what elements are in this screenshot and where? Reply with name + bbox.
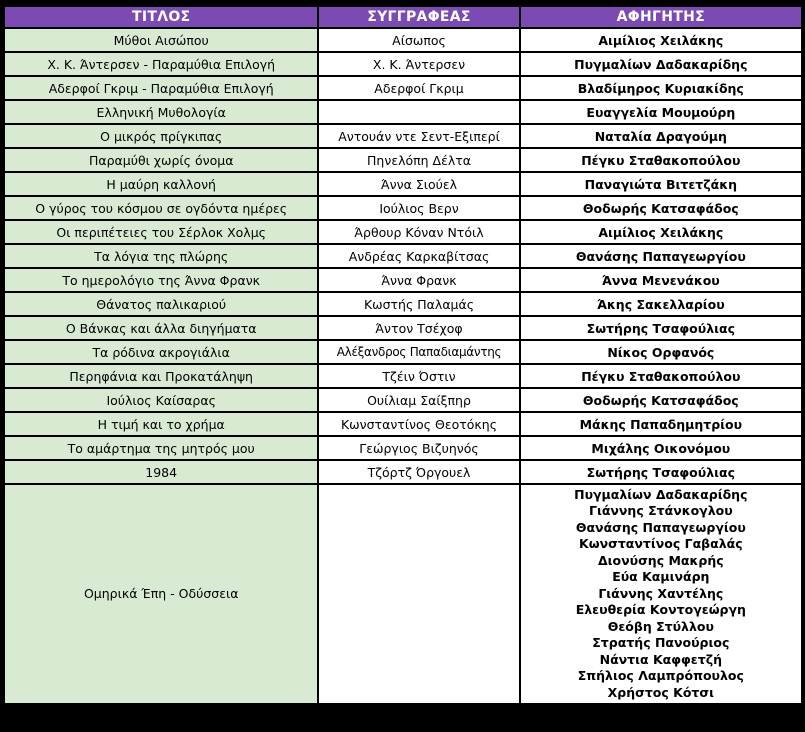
cell-title: Παραμύθι χωρίς όνομα — [5, 149, 317, 171]
cell-narrator: Παναγιώτα Βιτετζάκη — [521, 173, 801, 195]
cell-title: Ο γύρος του κόσμου σε ογδόντα ημέρες — [5, 197, 317, 219]
narrator-name: Χρήστος Κότσι — [607, 684, 715, 700]
cell-narrator: Βλαδίμηρος Κυριακίδης — [521, 77, 801, 99]
cell-author: Ιούλιος Βερν — [319, 197, 518, 219]
cell-title: Περηφάνια και Προκατάληψη — [5, 365, 317, 387]
narrator-name: Διονύσης Μακρής — [597, 552, 724, 568]
cell-narrator: Ευαγγελία Μουμούρη — [521, 101, 801, 123]
table-row — [5, 197, 801, 219]
narrator-name: Κωνσταντίνος Γαβαλάς — [579, 536, 743, 552]
cell-narrator-list — [521, 485, 801, 703]
table-row — [5, 149, 801, 171]
table-body — [5, 29, 801, 703]
cell-narrator: Μιχάλης Οικονόμου — [521, 437, 801, 459]
cell-narrator: Θανάσης Παπαγεωργίου — [521, 245, 801, 267]
cell-narrator: Μάκης Παπαδημητρίου — [521, 413, 801, 435]
cell-narrator: Άννα Μενενάκου — [521, 269, 801, 291]
narrator-name: Θανάσης Παπαγεωργίου — [575, 519, 746, 535]
header-title: ΤΙΤΛΟΣ — [5, 7, 317, 27]
cell-narrator: Πυγμαλίων Δαδακαρίδης — [521, 53, 801, 75]
table-row — [5, 437, 801, 459]
table-row — [5, 173, 801, 195]
table-row — [5, 269, 801, 291]
cell-author: Αντουάν ντε Σεντ-Εξιπερί — [319, 125, 518, 147]
table-row — [5, 317, 801, 339]
cell-narrator: Σωτήρης Τσαφούλιας — [521, 317, 801, 339]
cell-title: Ελληνική Μυθολογία — [5, 101, 317, 123]
cell-title: Ομηρικά Έπη - Οδύσσεια — [5, 485, 317, 703]
cell-narrator: Άκης Σακελλαρίου — [521, 293, 801, 315]
cell-title: Το ημερολόγιο της Άννα Φρανκ — [5, 269, 317, 291]
cell-narrator: Αιμίλιος Χειλάκης — [521, 29, 801, 51]
table-row — [5, 29, 801, 51]
narrator-name: Γιάννης Χαντέλης — [598, 585, 724, 601]
cell-author: Χ. Κ. Άντερσεν — [319, 53, 518, 75]
cell-narrator: Νίκος Ορφανός — [521, 341, 801, 363]
table-row — [5, 125, 801, 147]
cell-title: Η τιμή και το χρήμα — [5, 413, 317, 435]
cell-author — [319, 101, 518, 123]
cell-author: Τζόρτζ Όργουελ — [319, 461, 518, 483]
cell-author: Ουίλιαμ Σαίξπηρ — [319, 389, 518, 411]
narrator-name: Πυγμαλίων Δαδακαρίδης — [574, 486, 748, 502]
cell-title: Ιούλιος Καίσαρας — [5, 389, 317, 411]
table-row — [5, 389, 801, 411]
cell-title: 1984 — [5, 461, 317, 483]
cell-title: Μύθοι Αισώπου — [5, 29, 317, 51]
cell-title: Χ. Κ. Άντερσεν - Παραμύθια Επιλογή — [5, 53, 317, 75]
cell-author: Πηνελόπη Δέλτα — [319, 149, 518, 171]
table-row — [5, 245, 801, 267]
cell-author — [319, 485, 518, 703]
cell-narrator: Θοδωρής Κατσαφάδος — [521, 197, 801, 219]
narrator-name: Στρατής Πανούριος — [592, 635, 730, 651]
cell-author: Αλέξανδρος Παπαδιαμάντης — [319, 341, 518, 363]
narrator-name: Γιάννης Στάνκογλου — [588, 503, 733, 519]
table-row — [5, 293, 801, 315]
cell-title: Τα ρόδινα ακρογιάλια — [5, 341, 317, 363]
cell-author: Κωνσταντίνος Θεοτόκης — [319, 413, 518, 435]
cell-narrator: Σωτήρης Τσαφούλιας — [521, 461, 801, 483]
header-author: ΣΥΓΓΡΑΦΕΑΣ — [319, 7, 518, 27]
cell-author: Άρθουρ Κόναν Ντόιλ — [319, 221, 518, 243]
narrator-name: Ελευθερία Κοντογεώργη — [575, 602, 746, 618]
cell-title: Αδερφοί Γκριμ - Παραμύθια Επιλογή — [5, 77, 317, 99]
table-row — [5, 365, 801, 387]
cell-title: Τα λόγια της πλώρης — [5, 245, 317, 267]
cell-author: Αίσωπος — [319, 29, 518, 51]
table-row — [5, 341, 801, 363]
cell-title: Οι περιπέτειες του Σέρλοκ Χολμς — [5, 221, 317, 243]
narrator-name: Σπήλιος Λαμπρόπουλος — [577, 668, 744, 684]
cell-narrator: Θοδωρής Κατσαφάδος — [521, 389, 801, 411]
cell-author: Ανδρέας Καρκαβίτσας — [319, 245, 518, 267]
header-narrator: ΑΦΗΓΗΤΗΣ — [521, 7, 801, 27]
cell-title: Ο μικρός πρίγκιπας — [5, 125, 317, 147]
cell-author: Άντον Τσέχοφ — [319, 317, 518, 339]
table-row — [5, 413, 801, 435]
table-row — [5, 77, 801, 99]
cell-author: Αδερφοί Γκριμ — [319, 77, 518, 99]
cell-title: Το αμάρτημα της μητρός μου — [5, 437, 317, 459]
table-row — [5, 461, 801, 483]
table-row — [5, 221, 801, 243]
cell-author: Κωστής Παλαμάς — [319, 293, 518, 315]
cell-author: Γεώργιος Βιζυηνός — [319, 437, 518, 459]
audiobook-table — [3, 5, 803, 705]
cell-title: Η μαύρη καλλονή — [5, 173, 317, 195]
cell-narrator: Πέγκυ Σταθακοπούλου — [521, 365, 801, 387]
table-row — [5, 101, 801, 123]
cell-title: Ο Βάνκας και άλλα διηγήματα — [5, 317, 317, 339]
cell-narrator: Αιμίλιος Χειλάκης — [521, 221, 801, 243]
cell-narrator: Πέγκυ Σταθακοπούλου — [521, 149, 801, 171]
cell-author: Τζέιν Όστιν — [319, 365, 518, 387]
cell-narrator: Ναταλία Δραγούμη — [521, 125, 801, 147]
narrator-name: Θεόβη Στύλλου — [607, 618, 714, 634]
cell-title: Θάνατος παλικαριού — [5, 293, 317, 315]
table-row-odyssey — [5, 485, 801, 703]
table-header-row — [5, 7, 801, 27]
table-row — [5, 53, 801, 75]
narrator-name: Εύα Καμινάρη — [612, 569, 710, 585]
cell-author: Άννα Σιούελ — [319, 173, 518, 195]
cell-author: Άννα Φρανκ — [319, 269, 518, 291]
narrator-name: Νάντια Καφφετζή — [599, 651, 723, 667]
